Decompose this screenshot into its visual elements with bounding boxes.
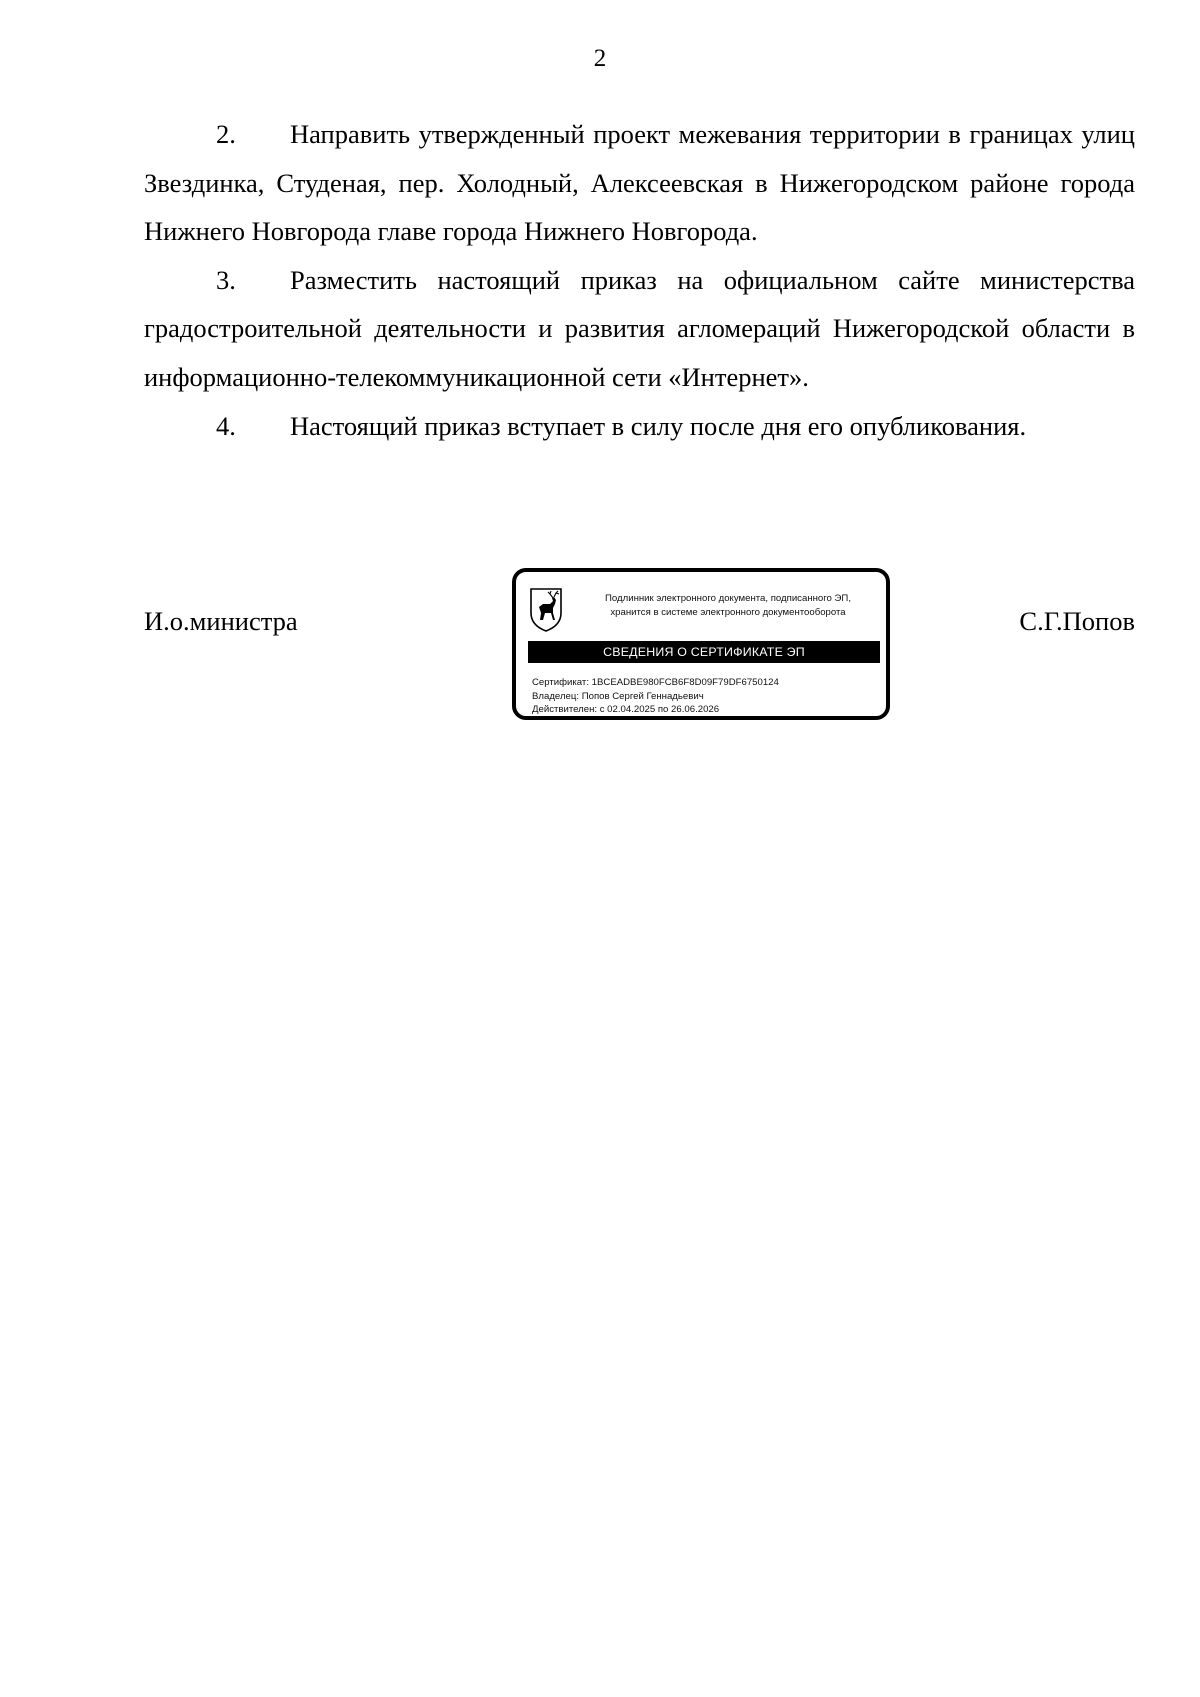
certificate-details xyxy=(532,676,779,717)
paragraph-text: Направить утвержденный проект межевания территории в границах улиц Звездинка, Студеная, пер. Холодный, Алексеевская в Нижегородском районе города Нижнего Новгорода главе города Нижнего Новгорода. xyxy=(144,119,1135,247)
stamp-header: СВЕДЕНИЯ О СЕРТИФИКАТЕ ЭП xyxy=(528,641,880,663)
owner-label: Владелец: xyxy=(532,690,580,702)
paragraph-4 xyxy=(144,402,1135,451)
paragraph-number: 2. xyxy=(216,119,236,149)
owner-value: Попов Сергей Геннадьевич xyxy=(581,690,704,702)
paragraph-3 xyxy=(144,256,1135,402)
coat-of-arms-icon xyxy=(528,586,564,632)
owner-row xyxy=(532,690,779,704)
paragraph-2 xyxy=(144,110,1135,256)
page-number: 2 xyxy=(593,45,607,72)
certificate-row xyxy=(532,676,779,690)
electronic-signature-stamp xyxy=(512,568,890,720)
paragraph-text: Разместить настоящий приказ на официальном сайте министерства градостроительной деятельности и развития агломераций Нижегородской области в информационно-телекоммуникационной сети «Интернет». xyxy=(144,264,1135,392)
validity-row xyxy=(532,703,779,717)
stamp-notice xyxy=(578,592,878,619)
stamp-notice-line: хранится в системе электронного документооборота xyxy=(610,606,846,618)
document-body xyxy=(144,110,1135,450)
signer-position: И.о.министра xyxy=(144,606,298,636)
validity-value: с 02.04.2025 по 26.06.2026 xyxy=(599,704,720,716)
certificate-value: 1BCEADBE980FCB6F8D09F79DF6750124 xyxy=(591,677,779,688)
stamp-notice-line: Подлинник электронного документа, подписанного ЭП, xyxy=(605,593,851,604)
signer-name: С.Г.Попов xyxy=(1019,606,1135,636)
paragraph-number: 3. xyxy=(216,264,236,295)
paragraph-text: Настоящий приказ вступает в силу после дня его опубликования. xyxy=(290,410,1027,441)
certificate-label: Сертификат: xyxy=(532,677,589,688)
paragraph-number: 4. xyxy=(216,410,236,441)
validity-label: Действителен: xyxy=(532,704,598,716)
